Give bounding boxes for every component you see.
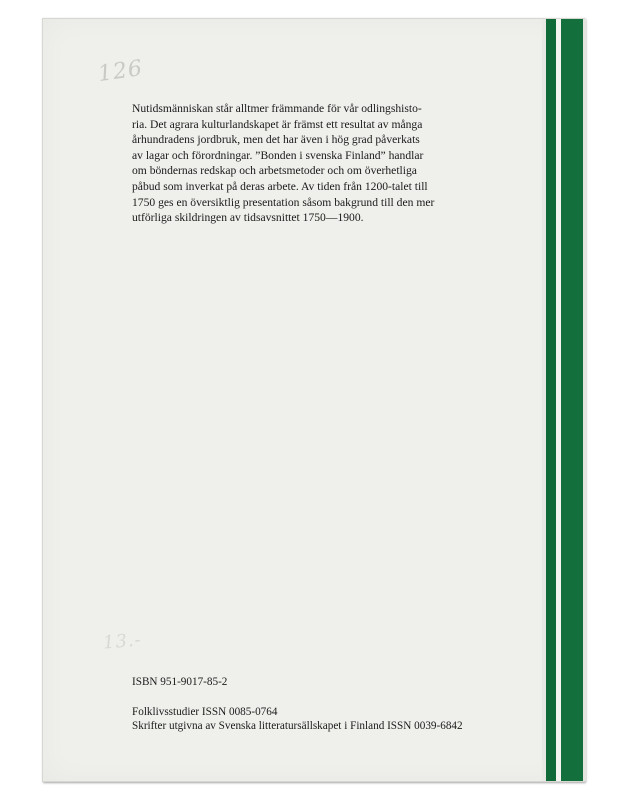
book-back-cover (42, 18, 585, 782)
blurb-line: utförliga skildringen av tidsavsnittet 1750—1900. (132, 211, 364, 225)
spine-green-band (561, 19, 583, 781)
spine-edge (583, 19, 586, 781)
imprint-block (132, 675, 532, 734)
blurb-line: 1750 ges en översiktlig presentation såsom bakgrund till den mer (132, 195, 435, 209)
isbn-number: ISBN 951-9017-85-2 (132, 676, 228, 688)
spine-green-stripe (546, 19, 556, 781)
blurb-line: århundradens jordbruk, men det har även i hög grad påverkats (132, 133, 420, 147)
blurb-line: om böndernas redskap och arbetsmetoder och om överhetliga (132, 164, 417, 178)
series-issn-line: Folklivsstudier ISSN 0085-0764 (132, 706, 278, 719)
blurb-line: Nutidsmänniskan står alltmer främmande för vår odlingshisto- (132, 102, 422, 115)
blurb-line: ria. Det agrara kulturlandskapet är främst ett resultat av många (132, 117, 423, 131)
blurb-line: påbud som inverkat på deras arbete. Av tiden från 1200-talet till (132, 179, 428, 193)
back-cover-blurb (132, 101, 512, 226)
series-issn-line: Skrifter utgivna av Svenska litteratursällskapet i Finland ISSN 0039-6842 (132, 720, 463, 733)
green-spine-stripes (542, 19, 586, 781)
pencil-mark-bottom: 13.- (102, 629, 143, 654)
blurb-line: av lagar och förordningar. ”Bonden i svenska Finland” handlar (132, 148, 424, 162)
pencil-mark-top: 126 (96, 55, 145, 88)
